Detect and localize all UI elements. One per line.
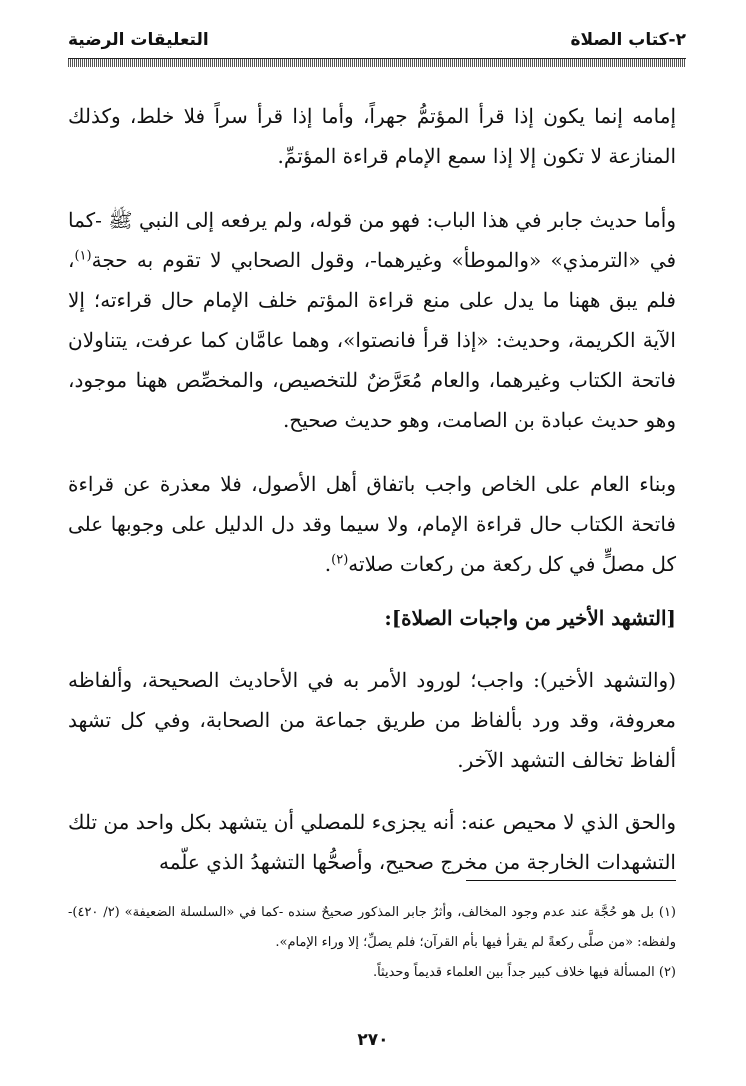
- paragraph-4-text: (والتشهد الأخير): واجب؛ لورود الأمر به في الأحاديث الصحيحة، وألفاظه معروفة، وقد ورد بألفاظ من طريق جماعة من الصحابة، وفي كل تشهد ألفاظ تخالف التشهد الآخر.: [68, 668, 676, 772]
- chapter-title: ٢-كتاب الصلاة: [570, 30, 686, 50]
- page-number: ٢٧٠: [357, 1030, 389, 1050]
- paragraph-1: [68, 96, 676, 176]
- paragraph-2-text: [68, 200, 676, 440]
- footnote-divider: [466, 880, 676, 881]
- section-heading: [68, 598, 676, 638]
- paragraph-5: [68, 802, 676, 882]
- running-header: [68, 30, 686, 54]
- paragraph-1-text: إمامه إنما يكون إذا قرأ المؤتمُّ جهراً، وأما إذا قرأ سراً فلا خلط، وكذلك المنازعة لا تكون إلا إذا سمع الإمام قراءة المؤتمِّ.: [68, 104, 676, 168]
- footnote-ref-1: (١): [74, 248, 92, 264]
- paragraph-3-text: [68, 464, 676, 584]
- paragraph-2: [68, 200, 676, 440]
- paragraph-3: [68, 464, 676, 584]
- footnotes: [68, 898, 676, 988]
- paragraph-2-part-a: وأما حديث جابر في هذا الباب: فهو من قوله، ولم يرفعه إلى النبي ﷺ -كما في «الترمذي» «والموطأ» وغيرهما-، وقول الصحابي لا تقوم به حجة: [68, 208, 677, 272]
- paragraph-4: [68, 660, 676, 780]
- header-divider: [68, 58, 686, 67]
- paragraph-2-part-b: ، فلم يبق ههنا ما يدل على منع قراءة المؤتم خلف الإمام حال قراءته؛ إلا الآية الكريمة، وحديث: «إذا قرأ فانصتوا»، وهما عامَّان كما عرفت، يتناولان فاتحة الكتاب وغيرهما، والعام مُعَرَّضٌ للتخصيص، والمخصِّص ههنا موجود، وهو حديث عبادة بن الصامت، وهو حديث صحيح.: [68, 248, 676, 432]
- paragraph-3-part-a: وبناء العام على الخاص واجب باتفاق أهل الأصول، فلا معذرة عن قراءة فاتحة الكتاب حال قراءة الإمام، ولا سيما وقد دل الدليل على وجوبها على كل مصلٍّ في كل ركعة من ركعات صلاته: [68, 472, 676, 576]
- section-heading-text: [التشهد الأخير من واجبات الصلاة]:: [384, 606, 676, 630]
- paragraph-3-end: .: [324, 552, 332, 576]
- paragraph-5-text: والحق الذي لا محيص عنه: أنه يجزىء للمصلي أن يتشهد بكل واحد من تلك التشهدات الخارجة من مخرج صحيح، وأصحُّها التشهدُ الذي علّمه: [68, 810, 677, 874]
- footnote-ref-2: (٢): [331, 552, 349, 568]
- footnote-1: (١) بل هو حُجَّة عند عدم وجود المخالف، وأثرُ جابر المذكور صحيحٌ سنده -كما في «السلسلة الضعيفة» (٢/ ٤٢٠)- ولفظه: «من صلَّى ركعةً لم يقرأ فيها بأم القرآن؛ فلم يصلِّ؛ إلا وراء الإمام».: [68, 905, 676, 950]
- book-title: التعليقات الرضية: [68, 30, 209, 50]
- footnote-2: (٢) المسألة فيها خلاف كبير جداً بين العلماء قديماً وحديثاً.: [372, 965, 676, 980]
